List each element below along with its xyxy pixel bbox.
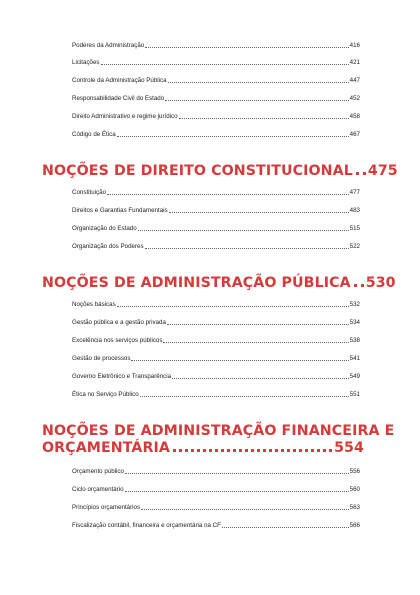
toc-entry-label: Responsabilidade Civil do Estado — [72, 95, 165, 102]
toc-entry-label: Orçamento público — [72, 468, 124, 475]
toc-entry-label: Direitos e Garantias Fundamentais — [72, 207, 168, 214]
dot-leader — [356, 172, 366, 175]
section-heading-title: NOÇÕES DE ADMINISTRAÇÃO PÚBLICA — [42, 275, 351, 291]
toc-entry[interactable] — [72, 315, 360, 327]
toc-entry-label: Ciclo orçamentário — [72, 486, 124, 493]
section-heading-page: 554 — [334, 440, 364, 456]
toc-entry-page: 416 — [349, 42, 360, 49]
toc-entry[interactable] — [72, 109, 360, 121]
toc-entry[interactable] — [72, 482, 360, 494]
toc-entry-page: 477 — [349, 189, 360, 196]
section-heading-title-line2: ORÇAMENTÁRIA — [42, 440, 170, 456]
dot-leader — [125, 491, 349, 492]
toc-entry-page: 532 — [349, 301, 360, 308]
toc-entry-label: Organização do Estado — [72, 225, 137, 232]
dot-leader — [165, 100, 348, 101]
toc-entry-page: 458 — [349, 113, 360, 120]
dot-leader — [169, 212, 349, 213]
dot-leader — [145, 47, 348, 48]
toc-entry[interactable] — [72, 518, 360, 530]
dot-leader — [117, 306, 349, 307]
dot-leader — [173, 449, 332, 452]
toc-entry-page: 452 — [349, 95, 360, 102]
toc-entry[interactable] — [72, 55, 360, 67]
dot-leader — [117, 136, 349, 137]
section-heading-page: 475 — [367, 163, 398, 179]
toc-entry-label: Controle da Administração Pública — [72, 77, 167, 84]
toc-entry-page: 522 — [349, 243, 360, 250]
toc-entry-label: Código de Ética — [72, 131, 116, 138]
toc-entry-label: Direito Administrativo e regime jurídico — [72, 113, 178, 120]
toc-entry-page: 563 — [349, 504, 360, 511]
toc-entry[interactable] — [72, 387, 360, 399]
dot-leader — [179, 118, 349, 119]
section-heading-title-line1: NOÇÕES DE ADMINISTRAÇÃO FINANCEIRA E — [42, 423, 395, 439]
toc-entry[interactable] — [72, 369, 360, 381]
toc-entry-page: 538 — [349, 337, 360, 344]
dot-leader — [354, 284, 364, 287]
dot-leader — [107, 194, 349, 195]
toc-entry-label: Licitações — [72, 59, 100, 66]
toc-entry[interactable] — [72, 38, 360, 50]
dot-leader — [140, 396, 349, 397]
toc-entry[interactable] — [72, 185, 360, 197]
toc-entry-page: 515 — [349, 225, 360, 232]
dot-leader — [101, 64, 349, 65]
dot-leader — [167, 324, 349, 325]
toc-entry[interactable] — [72, 73, 360, 85]
toc-entry-page: 560 — [349, 486, 360, 493]
toc-entry-label: Organização dos Poderes — [72, 243, 144, 250]
dot-leader — [222, 527, 349, 528]
toc-entry-label: Constituição — [72, 189, 107, 196]
dot-leader — [168, 82, 349, 83]
toc-entry-page: 483 — [349, 207, 360, 214]
dot-leader — [138, 230, 349, 231]
toc-entry-page: 541 — [349, 355, 360, 362]
section-heading-page: 530 — [365, 275, 396, 291]
toc-entry-label: Princípios orçamentários — [72, 504, 141, 511]
toc-entry[interactable] — [72, 464, 360, 476]
toc-entry-page: 447 — [349, 77, 360, 84]
toc-entry-label: Noções básicas — [72, 301, 116, 308]
section-heading-title: NOÇÕES DE DIREITO CONSTITUCIONAL — [42, 163, 353, 179]
toc-entry[interactable] — [72, 239, 360, 251]
toc-entry-label: Gestão de processos — [72, 355, 131, 362]
toc-entry-page: 551 — [349, 391, 360, 398]
toc-entry-label: Poderes da Administração — [72, 42, 145, 49]
toc-entry[interactable] — [72, 500, 360, 512]
toc-entry-label: Gestão pública e a gestão privada — [72, 319, 166, 326]
toc-entry-page: 467 — [349, 131, 360, 138]
toc-entry-page: 549 — [349, 373, 360, 380]
toc-entry-page: 566 — [349, 522, 360, 529]
section-heading[interactable] — [42, 275, 396, 292]
section-heading[interactable] — [42, 163, 398, 180]
toc-entry[interactable] — [72, 203, 360, 215]
toc-entry[interactable] — [72, 351, 360, 363]
toc-entry-label: Excelência nos serviços públicos — [72, 337, 163, 344]
dot-leader — [125, 473, 349, 474]
toc-entry-page: 534 — [349, 319, 360, 326]
toc-entry-page: 421 — [349, 59, 360, 66]
toc-entry-page: 556 — [349, 468, 360, 475]
toc-entry-label: Fiscalização contábil, financeira e orçamentária na CF — [72, 522, 221, 529]
dot-leader — [141, 509, 349, 510]
dot-leader — [131, 360, 348, 361]
dot-leader — [145, 248, 349, 249]
toc-entry[interactable] — [72, 221, 360, 233]
toc-entry-label: Governo Eletrônico e Transparência — [72, 373, 172, 380]
toc-entry[interactable] — [72, 333, 360, 345]
toc-entry-label: Ética no Serviço Público — [72, 391, 139, 398]
toc-entry[interactable] — [72, 127, 360, 139]
dot-leader — [163, 342, 348, 343]
section-heading[interactable] — [42, 423, 395, 457]
toc-entry[interactable] — [72, 91, 360, 103]
toc-entry[interactable] — [72, 297, 360, 309]
dot-leader — [172, 378, 349, 379]
